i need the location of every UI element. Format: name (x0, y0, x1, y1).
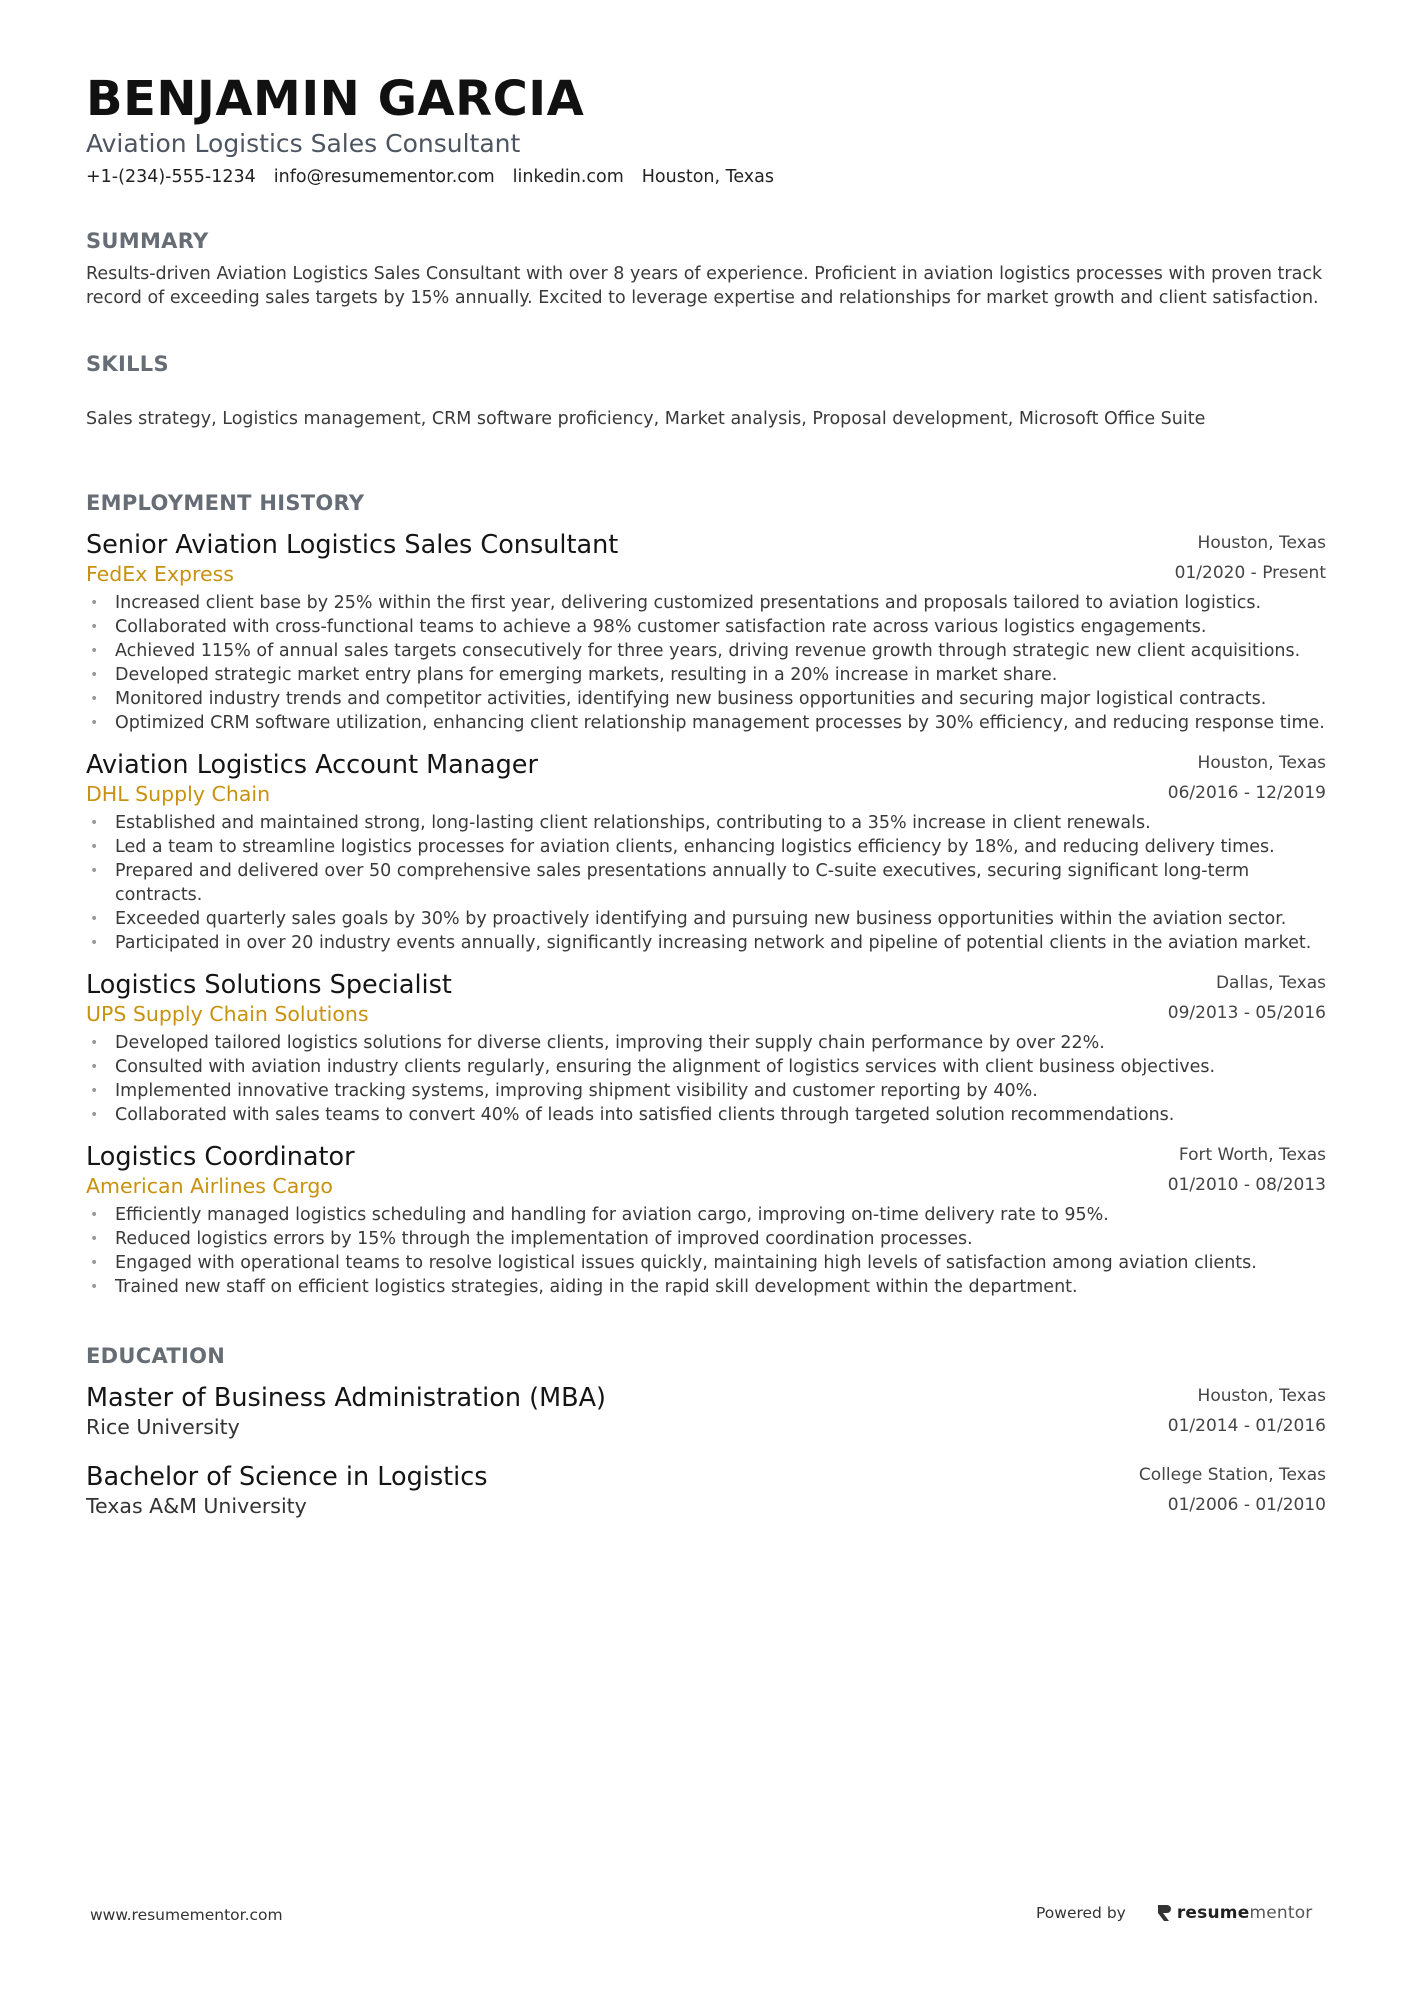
job-dates: 06/2016 - 12/2019 (1167, 783, 1326, 803)
candidate-name: BENJAMIN GARCIA (86, 71, 585, 127)
summary-heading: SUMMARY (86, 229, 209, 253)
summary-text: Results-driven Aviation Logistics Sales Consultant with over 8 years of experience. Proficient in aviation logistics processes with proven track record of exceeding sales targets by 15% annually. Excited to leverage expertise and relationships for market growth and client satisfaction. (86, 264, 1323, 308)
education-school: Texas A&M University (86, 1494, 307, 1518)
education-school: Rice University (86, 1415, 240, 1439)
job-entry (86, 749, 1326, 955)
resumementor-logo-icon (1156, 1903, 1172, 1923)
education-degree: Master of Business Administration (MBA) (86, 1383, 606, 1413)
job-location: Dallas, Texas (1215, 973, 1326, 993)
job-bullet: • Collaborated with sales teams to convert 40% of leads into satisfied clients through targeted solution recommendations. (90, 1105, 1175, 1125)
job-bullet: • Led a team to streamline logistics processes for aviation clients, enhancing logistics efficiency by 18%, and reducing delivery times. (90, 837, 1275, 857)
job-bullets (86, 1031, 1326, 1127)
job-company: FedEx Express (86, 562, 234, 586)
job-bullet: • Achieved 115% of annual sales targets consecutively for three years, driving revenue growth through strategic new client acquisitions. (90, 641, 1301, 661)
job-location: Houston, Texas (1197, 753, 1326, 773)
job-title: Logistics Solutions Specialist (86, 970, 452, 1000)
education-location: Houston, Texas (1197, 1386, 1326, 1406)
job-company: UPS Supply Chain Solutions (86, 1002, 369, 1026)
job-bullet: • Established and maintained strong, long-lasting client relationships, contributing to a 35% increase in client renewals. (90, 813, 1151, 833)
skills-heading: SKILLS (86, 352, 169, 376)
education-entry (86, 1461, 1326, 1520)
job-bullets (86, 811, 1326, 955)
job-dates: 01/2020 - Present (1174, 563, 1326, 583)
powered-by-label: Powered by (1036, 1904, 1126, 1922)
job-location: Fort Worth, Texas (1178, 1145, 1326, 1165)
job-bullet: • Optimized CRM software utilization, enhancing client relationship management processes by 30% efficiency, and reducing response time. (90, 713, 1325, 733)
contact-row (86, 165, 1326, 189)
job-dates: 01/2010 - 08/2013 (1167, 1175, 1326, 1195)
job-entry (86, 969, 1326, 1127)
footer-website[interactable]: www.resumementor.com (90, 1906, 283, 1924)
job-company: American Airlines Cargo (86, 1174, 333, 1198)
job-company: DHL Supply Chain (86, 782, 271, 806)
education-heading: EDUCATION (86, 1344, 226, 1368)
skills-text: Sales strategy, Logistics management, CRM software proficiency, Market analysis, Proposal development, Microsoft Office Suite (86, 409, 1206, 429)
job-bullet: • Participated in over 20 industry events annually, significantly increasing network and pipeline of potential clients in the aviation market. (90, 933, 1312, 953)
job-bullet: • Developed strategic market entry plans for emerging markets, resulting in a 20% increase in market share. (90, 665, 1058, 685)
education-entry (86, 1382, 1326, 1441)
job-dates: 09/2013 - 05/2016 (1167, 1003, 1326, 1023)
resumementor-logo[interactable] (1156, 1903, 1313, 1923)
job-location: Houston, Texas (1197, 533, 1326, 553)
job-bullet: • Increased client base by 25% within the first year, delivering customized presentations and proposals tailored to aviation logistics. (90, 593, 1262, 613)
education-location: College Station, Texas (1138, 1465, 1326, 1485)
logo-text: resumementor (1176, 1903, 1313, 1923)
job-bullet: • Collaborated with cross-functional teams to achieve a 98% customer satisfaction rate across various logistics engagements. (90, 617, 1207, 637)
contact-linkedin: linkedin.com (512, 167, 624, 187)
job-bullet: • Prepared and delivered over 50 comprehensive sales presentations annually to C-suite executives, securing significant long-term contracts. (90, 861, 1250, 905)
job-bullet: • Monitored industry trends and competitor activities, identifying new business opportunities and securing major logistical contracts. (90, 689, 1267, 709)
contact-email: info@resumementor.com (273, 167, 495, 187)
job-title: Aviation Logistics Account Manager (86, 750, 538, 780)
job-title: Logistics Coordinator (86, 1142, 355, 1172)
job-bullet: • Efficiently managed logistics scheduling and handling for aviation cargo, improving on-time delivery rate to 95%. (90, 1205, 1109, 1225)
education-dates: 01/2014 - 01/2016 (1167, 1416, 1326, 1436)
job-bullets (86, 1203, 1326, 1299)
job-title: Senior Aviation Logistics Sales Consultant (86, 530, 619, 560)
employment-heading: EMPLOYMENT HISTORY (86, 491, 365, 515)
education-degree: Bachelor of Science in Logistics (86, 1462, 488, 1492)
education-dates: 01/2006 - 01/2010 (1167, 1495, 1326, 1515)
job-bullet: • Consulted with aviation industry clients regularly, ensuring the alignment of logistics services with client business objectives. (90, 1057, 1216, 1077)
footer-branding (1036, 1903, 1313, 1923)
candidate-title: Aviation Logistics Sales Consultant (86, 129, 521, 158)
job-bullet: • Reduced logistics errors by 15% through the implementation of improved coordination processes. (90, 1229, 973, 1249)
job-bullet: • Developed tailored logistics solutions for diverse clients, improving their supply chain performance by over 22%. (90, 1033, 1105, 1053)
job-bullet: • Exceeded quarterly sales goals by 30% by proactively identifying and pursuing new business opportunities within the aviation sector. (90, 909, 1287, 929)
job-entry (86, 1141, 1326, 1299)
resume-page (86, 70, 1326, 1520)
job-bullet: • Trained new staff on efficient logistics strategies, aiding in the rapid skill development within the department. (90, 1277, 1078, 1297)
job-bullet: • Implemented innovative tracking systems, improving shipment visibility and customer reporting by 40%. (90, 1081, 1038, 1101)
contact-location: Houston, Texas (641, 167, 774, 187)
job-bullet: • Engaged with operational teams to resolve logistical issues quickly, maintaining high levels of satisfaction among aviation clients. (90, 1253, 1257, 1273)
job-entry (86, 529, 1326, 735)
job-bullets (86, 591, 1326, 735)
contact-phone: +1-(234)-555-1234 (86, 167, 256, 187)
